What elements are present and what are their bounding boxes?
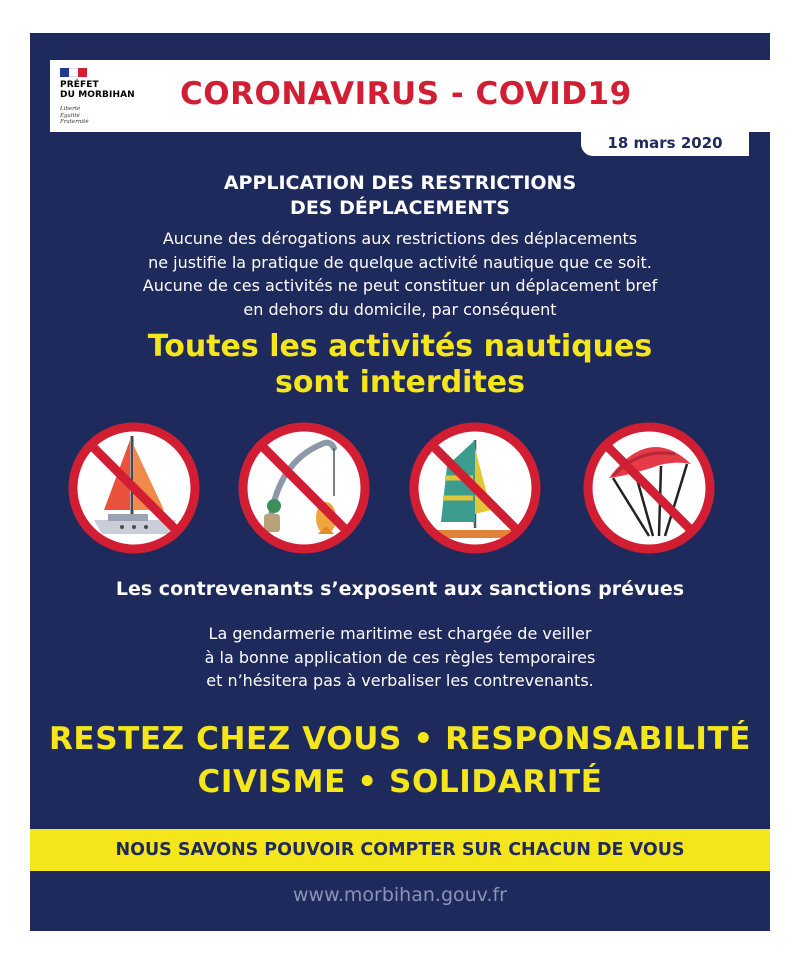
windsurf-icon (405, 418, 545, 558)
ban-statement: Toutes les activités nautiques sont interdites (147, 329, 653, 400)
date-badge: 18 mars 2020 (581, 130, 749, 156)
sanctions-warning: Les contrevenants s’exposent aux sanctions prévues (115, 578, 685, 600)
restrictions-heading: APPLICATION DES RESTRICTIONS DES DÉPLACEMENTS (223, 172, 577, 219)
restrictions-paragraph: Aucune des dérogations aux restrictions des déplacements ne justifie la pratique de quelque activité nautique que ce soit. Aucune de ces activités ne peut constituer un déplacement bref en dehors du domicile, par conséquent (142, 229, 658, 319)
page-title: CORONAVIRUS - COVID19 (180, 76, 632, 112)
slogans: RESTEZ CHEZ VOUS • RESPONSABILITÉ CIVISME • SOLIDARITÉ (48, 721, 752, 800)
prefecture-logo (60, 68, 150, 128)
header-banner (50, 60, 778, 132)
french-flag-icon (60, 68, 87, 77)
closing-band: NOUS SAVONS POUVOIR COMPTER SUR CHACUN DE VOUS (30, 829, 770, 871)
prefecture-name: PRÉFET DU MORBIHAN (60, 80, 135, 100)
website-link[interactable]: www.morbihan.gouv.fr (292, 884, 507, 906)
fishing-icon (234, 418, 374, 558)
prohibited-activities (30, 418, 770, 558)
gendarmerie-paragraph: La gendarmerie maritime est chargée de veiller à la bonne application de ces règles temporaires et n’hésitera pas à verbaliser les contrevenants. (204, 624, 596, 690)
republic-motto: Liberté Égalité Fraternité (60, 106, 89, 125)
kitesurf-icon (579, 418, 719, 558)
poster (30, 33, 770, 931)
sailboat-icon (64, 418, 204, 558)
